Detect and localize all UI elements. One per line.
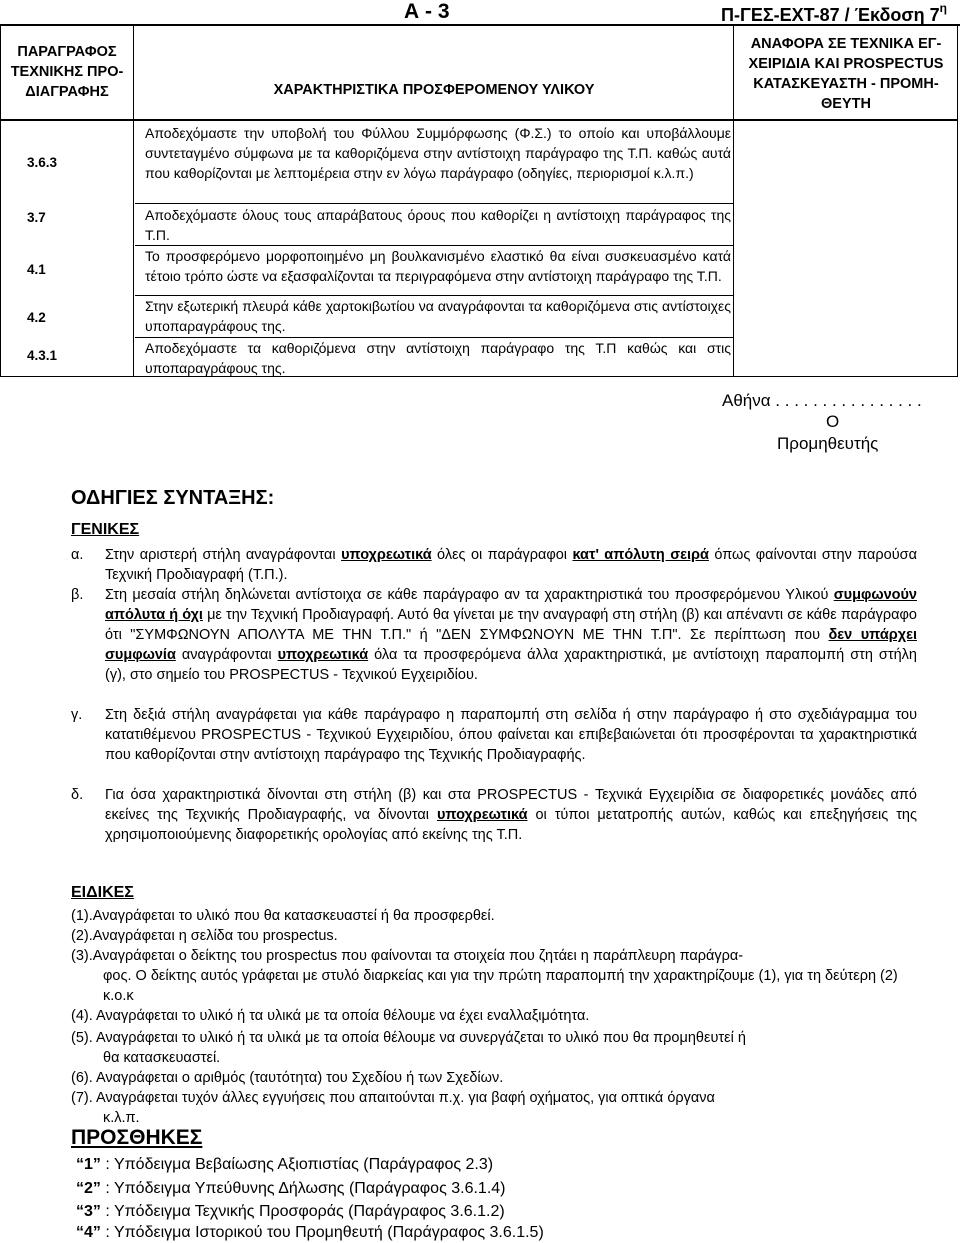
- text-run: Στη μεσαία στήλη δηλώνεται αντίστοιχα σε κάθε παράγραφο αν τα χαρακτηριστικά του προσφερόμενου Υλικού: [105, 587, 834, 603]
- row-text: Αποδεχόμαστε την υποβολή του Φύλλου Συμμόρφωσης (Φ.Σ.) το οποίο και υποβάλλουμε συντεταγμένο σύμφωνα με τα καθοριζόμενα στην αντίστοιχη παράγραφο της Τ.Π. καθώς αυτά που καθορίζονται με λεπτομέρεια στην εν λόγω παράγραφο (οδηγίες, περιορισμοί κ.λ.π.): [145, 125, 731, 181]
- instruction-text: [105, 545, 917, 585]
- instructions-title: ΟΔΗΓΙΕΣ ΣΥΝΤΑΞΗΣ:: [71, 487, 275, 509]
- row-text: Το προσφερόμενο μορφοποιημένο μη βουλκανισμένο ελαστικό θα είναι συσκευασμένο κατά τέτοιο τρόπο ώστε να εξασφαλίζονται τα περιγραφόμενα στην αντίστοιχη παράγραφο της Τ.Π.: [145, 248, 731, 284]
- addition-item: [76, 1180, 505, 1198]
- table-header-rule: [1, 119, 957, 121]
- row-number: 3.6.3: [27, 155, 58, 170]
- special-item: [71, 1028, 917, 1068]
- special-continuation: θα κατασκευαστεί.: [103, 1050, 221, 1066]
- text-run: με την Τεχνική Προδιαγραφή. Αυτό θα γίνεται με την αναγραφή στη στήλη (β) και απέναντι σε κάθε παράγραφο ότι "ΣΥΜΦΩΝΟΥΝ ΑΠΟΛΥΤΑ ΜΕ ΤΗΝ Τ.Π." ή "ΔΕΝ ΣΥΜΦΩΝΟΥΝ ΜΕ ΤΗΝ Τ.Π". Σε περίπτωση που: [105, 607, 917, 643]
- special-item: [71, 906, 917, 926]
- special-continuation: φος. Ο δείκτης αυτός γράφεται με στυλό διαρκείας και για την πρώτη παραπομπή την χαρακτηρίζουμε (1), για τη δεύτερη (2) κ.ο.κ: [103, 968, 898, 1004]
- general-heading: ΓΕΝΙΚΕΣ: [71, 521, 140, 538]
- emphasis: υποχρεωτικά: [436, 807, 528, 823]
- instruction-text: [105, 585, 917, 685]
- special-item: [71, 1006, 917, 1026]
- addition-number: “1”: [76, 1156, 101, 1173]
- row-text: Στην εξωτερική πλευρά κάθε χαρτοκιβωτίου να αναγράφονται τα καθοριζόμενα στις αντίστοιχες υποπαραγράφους της.: [145, 298, 731, 334]
- row-text: Αποδεχόμαστε όλους τους απαράβατους όρους που καθορίζει η αντίστοιχη παράγραφος της Τ.Π.: [145, 207, 731, 243]
- special-text: (5). Αναγράφεται το υλικό ή τα υλικά με τα οποία θέλουμε να συνεργάζεται το υλικό που θα προμηθευτεί ή: [71, 1030, 746, 1046]
- instruction-label: δ.: [71, 787, 84, 803]
- instruction-label: β.: [71, 587, 84, 603]
- emphasis: δεν υπάρχει συμφωνία: [105, 627, 917, 663]
- instruction-text: Στη δεξιά στήλη αναγράφεται για κάθε παράγραφο η παραπομπή στη σελίδα ή στην παράγραφο ή στο σχεδιάγραμμα του κατατιθέμενου PROSPECTUS - Τεχνικού Εγχειριδίου, όπου φαίνεται και επιβεβαιώνεται ότι προσφέρονται τα χαρακτηριστικά που καθορίζονται στην αντίστοιχη παράγραφο της Τεχνικής Προδιαγραφής.: [105, 707, 917, 763]
- special-item: [71, 926, 917, 946]
- row-separator: [135, 203, 733, 204]
- instruction-d: [71, 785, 917, 845]
- emphasis: υποχρεωτικά: [277, 647, 369, 663]
- text-run: Για όσα χαρακτηριστικά δίνονται στη στήλη (β) και στα PROSPECTUS - Τεχνικά Εγχειρίδια σε διαφορετικές μονάδες από εκείνες της Τεχνικής Προδιαγραφής, να δίνονται: [105, 787, 917, 823]
- text-run: αναγράφονται: [175, 647, 278, 663]
- special-text: (1).Αναγράφεται το υλικό που θα κατασκευαστεί ή θα προσφερθεί.: [71, 908, 495, 924]
- text-run: όλες οι παράγραφοι: [431, 547, 573, 563]
- page-label: Α - 3: [404, 0, 450, 23]
- text-run: Στην αριστερή στήλη αναγράφονται: [105, 547, 342, 563]
- addition-number: “3”: [76, 1203, 101, 1220]
- column-header-manuals-reference: ΑΝΑΦΟΡΑ ΣΕ ΤΕΧΝΙΚΑ ΕΓ-ΧΕΙΡΙΔΙΑ ΚΑΙ PROSPECTUS ΚΑΤΑΣΚΕΥΑΣΤΗ - ΠΡΟΜΗ-ΘΕΥΤΗ: [748, 36, 944, 112]
- place-date-line: Αθήνα . . . . . . . . . . . . . . . .: [722, 391, 922, 410]
- addition-text: : Υπόδειγμα Βεβαίωσης Αξιοπιστίας (Παράγραφος 2.3): [100, 1156, 494, 1173]
- special-text: (4). Αναγράφεται το υλικό ή τα υλικά με τα οποία θέλουμε να έχει εναλλαξιμότητα.: [71, 1008, 590, 1024]
- addition-item: [76, 1203, 505, 1221]
- instruction-c: [71, 705, 917, 765]
- special-continuation: κ.λ.π.: [103, 1110, 140, 1126]
- instruction-label: α.: [71, 547, 84, 563]
- signature-supplier: Προμηθευτής: [777, 434, 879, 453]
- addition-item: [76, 1156, 493, 1174]
- special-heading: ΕΙΔΙΚΕΣ: [71, 884, 134, 901]
- special-item: [71, 946, 917, 1006]
- column-divider-1: [133, 25, 134, 376]
- text-run: οι τύποι μετατροπής αυτών, καθώς και επεξηγήσεις της χρησιμοποιούμενης διαφορετικής ορολογίας από εκείνης της Τ.Π.: [105, 807, 917, 843]
- instruction-a: [71, 545, 917, 585]
- row-number: 3.7: [27, 210, 46, 225]
- signature-article: Ο: [826, 412, 840, 431]
- text-run: όλα τα προσφερόμενα άλλα χαρακτηριστικά, με αντίστοιχη παραπομπή στη στήλη (γ), στο σημείο του PROSPECTUS - Τεχνικού Εγχειριδίου.: [105, 647, 917, 683]
- instruction-label: γ.: [71, 707, 83, 723]
- additions-title: ΠΡΟΣΘΗΚΕΣ: [71, 1126, 203, 1149]
- column-header-characteristics: ΧΑΡΑΚΤΗΡΙΣΤΙΚΑ ΠΡΟΣΦΕΡΟΜΕΝΟΥ ΥΛΙΚΟΥ: [273, 82, 595, 98]
- emphasis: συμφωνούν απόλυτα ή όχι: [105, 587, 917, 623]
- special-item: [71, 1088, 917, 1128]
- special-text: (2).Αναγράφεται η σελίδα του prospectus.: [71, 928, 338, 944]
- addition-text: : Υπόδειγμα Υπεύθυνης Δήλωσης (Παράγραφος 3.6.1.4): [100, 1180, 506, 1197]
- column-header-paragraph: ΠΑΡΑΓΡΑΦΟΣ ΤΕΧΝΙΚΗΣ ΠΡΟ-ΔΙΑΓΡΑΦΗΣ: [10, 44, 124, 100]
- addition-text: : Υπόδειγμα Τεχνικής Προσφοράς (Παράγραφος 3.6.1.2): [100, 1203, 505, 1220]
- emphasis: υποχρεωτικά: [341, 547, 432, 563]
- edition-superscript: η: [939, 1, 948, 15]
- special-item: [71, 1068, 917, 1088]
- special-text: (6). Αναγράφεται ο αριθμός (ταυτότητα) του Σχεδίου ή των Σχεδίων.: [71, 1070, 504, 1086]
- addition-text: : Υπόδειγμα Ιστορικού του Προμηθευτή (Παράγραφος 3.6.1.5): [100, 1224, 544, 1241]
- text-run: όπως φαίνονται στην παρούσα Τεχνική Προδιαγραφή (Τ.Π.).: [105, 547, 917, 583]
- addition-number: “2”: [76, 1180, 101, 1197]
- row-number: 4.1: [27, 262, 46, 277]
- row-number: 4.3.1: [27, 348, 58, 363]
- row-number: 4.2: [27, 310, 46, 325]
- row-text: Αποδεχόμαστε τα καθοριζόμενα στην αντίστοιχη παράγραφο της Τ.Π καθώς και στις υποπαραγράφους της.: [145, 340, 731, 376]
- document-reference-text: Π-ΓΕΣ-ΕΧΤ-87 / Έκδοση 7: [721, 5, 940, 25]
- instruction-b: [71, 585, 917, 685]
- addition-item: [76, 1224, 544, 1242]
- special-text: (3).Αναγράφεται ο δείκτης του prospectus που φαίνονται τα στοιχεία που ζητάει η παράπλευρη παράγρα-: [71, 948, 744, 964]
- addition-number: “4”: [76, 1224, 101, 1241]
- document-reference: [721, 1, 947, 26]
- compliance-table: [0, 25, 958, 377]
- emphasis: κατ' απόλυτη σειρά: [572, 547, 709, 563]
- instruction-text: [105, 785, 917, 845]
- special-text: (7). Αναγράφεται τυχόν άλλες εγγυήσεις που απαιτούνται π.χ. για βαφή οχήματος, για οπτικά όργανα: [71, 1090, 715, 1106]
